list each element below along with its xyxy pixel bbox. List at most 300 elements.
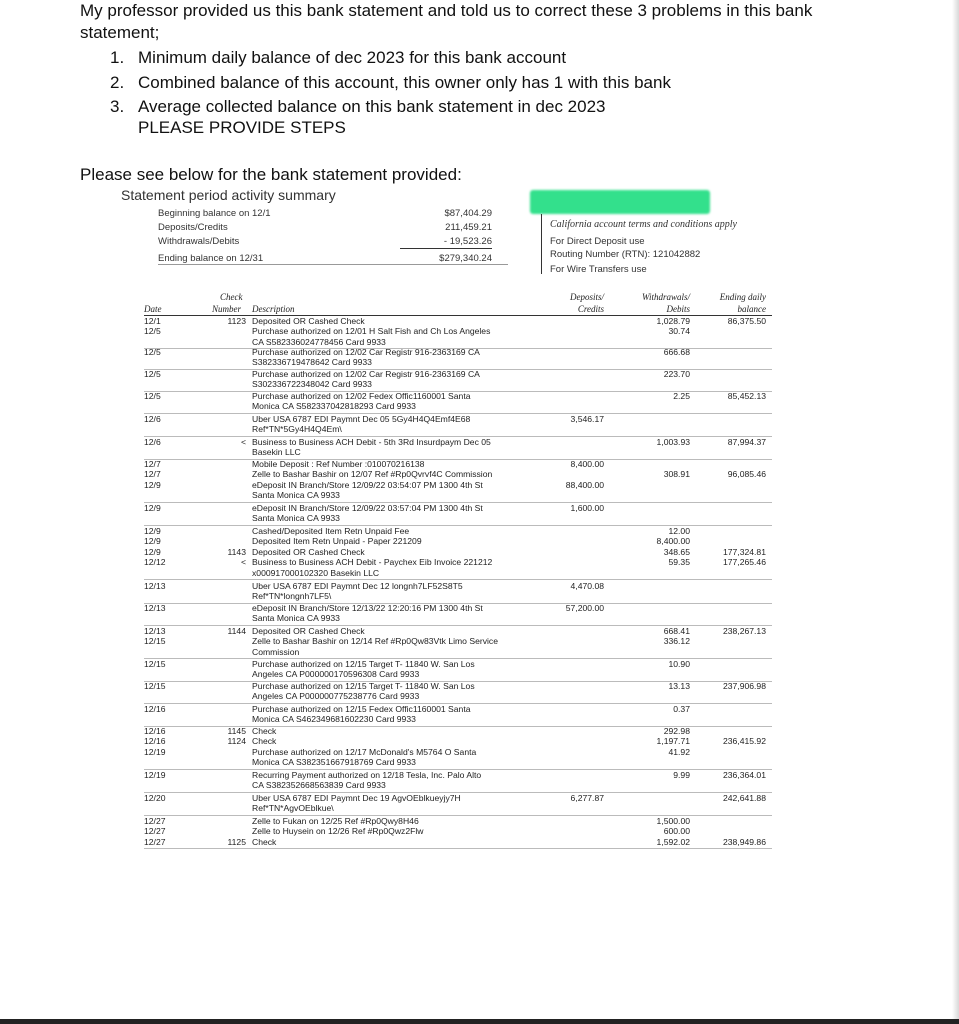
cell-desc	[252, 603, 552, 624]
cell-line	[700, 526, 766, 536]
summary-label: Deposits/Credits	[158, 222, 228, 233]
cell-line	[700, 369, 766, 379]
cell-line	[530, 437, 604, 447]
cell-desc	[252, 526, 552, 578]
cell-line: Purchase authorized on 12/15 Target T- 11840 W. San Los	[252, 659, 475, 669]
cell-line: CA S382352668563839 Card 9933	[252, 780, 386, 791]
cell-line	[700, 414, 766, 424]
cell-line: 12/5	[144, 391, 161, 401]
cell-line: 3,546.17	[570, 414, 604, 424]
cell-line	[700, 726, 766, 736]
cell-dep	[530, 437, 604, 447]
cell-line	[530, 736, 604, 746]
cell-check	[208, 704, 246, 714]
cell-line: 12/20	[144, 793, 166, 803]
cell-line: 12/15	[144, 636, 166, 647]
cell-line	[620, 459, 690, 469]
cell-check	[208, 726, 246, 757]
cell-line: Purchase authorized on 12/15 Target T- 11840 W. San Los	[252, 681, 475, 691]
cell-desc	[252, 626, 552, 657]
cell-bal	[700, 816, 766, 847]
cell-date	[144, 603, 166, 613]
cell-line: 1145	[227, 726, 246, 736]
cell-check	[208, 681, 246, 691]
cell-line: Monica CA S462349681602230 Card 9933	[252, 714, 416, 725]
cell-line	[700, 459, 766, 469]
cell-line	[700, 747, 766, 757]
cell-check	[208, 581, 246, 591]
cell-line	[530, 770, 604, 780]
cell-line: Uber USA 6787 EDI Paymnt Dec 12 longnh7LF52S8T5	[252, 581, 463, 591]
cell-bal	[700, 369, 766, 379]
cell-check	[208, 603, 246, 613]
cell-line: Ref*TN*5Gy4H4Q4Em\	[252, 424, 342, 435]
cell-line: x000917000102320 Basekin LLC	[252, 567, 380, 578]
cell-line: Check	[252, 726, 277, 736]
cell-bal	[700, 770, 766, 780]
cell-line: Ref*TN*longnh7LF5\	[252, 591, 332, 602]
cell-line	[700, 326, 766, 336]
cell-dep	[530, 459, 604, 490]
cell-line: 12/6	[144, 414, 161, 424]
cell-date	[144, 726, 166, 757]
cell-line	[530, 837, 604, 847]
cell-line: 600.00	[663, 826, 690, 837]
page-edge-shadow	[952, 0, 959, 1024]
cell-date	[144, 581, 166, 591]
cell-wd	[620, 391, 690, 401]
terms-text: California account terms and conditions apply	[550, 219, 737, 230]
cell-line: S302336722348042 Card 9933	[252, 379, 372, 390]
cell-line: 2.25	[673, 391, 690, 401]
summary-value: $87,404.29	[444, 208, 492, 219]
cell-date	[144, 414, 161, 424]
cell-wd	[620, 659, 690, 669]
cell-line: 12/7	[144, 459, 161, 469]
cell-bal	[700, 347, 766, 357]
cell-line: CA S582336024778456 Card 9933	[252, 336, 386, 347]
cell-line	[620, 793, 690, 803]
cell-line	[700, 636, 766, 646]
header-balance-2: balance	[737, 304, 766, 314]
cell-check	[208, 503, 246, 513]
cell-line: Zelle to Bashar Bashir on 12/07 Ref #Rp0Qvrvf4C Commission	[252, 469, 493, 480]
cell-dep	[530, 526, 604, 568]
cell-line	[530, 526, 604, 536]
cell-date	[144, 369, 161, 379]
cell-line: Angeles CA P000000775238776 Card 9933	[252, 691, 420, 702]
cell-line: 1144	[227, 626, 246, 636]
cell-date	[144, 391, 161, 401]
cell-line: 223.70	[663, 369, 690, 379]
cell-line: Zelle to Fukan on 12/25 Ref #Rp0Qwy8H46	[252, 816, 419, 826]
cell-line: 9.99	[673, 770, 690, 780]
question-item: 1. Minimum daily balance of dec 2023 for this bank account	[110, 48, 567, 67]
cell-line: 30.74	[668, 326, 690, 337]
cell-line	[208, 536, 246, 546]
cell-line: 88,400.00	[565, 479, 604, 490]
cell-line: 666.68	[663, 347, 690, 357]
cell-desc	[252, 770, 552, 791]
cell-line: 6,277.87	[570, 793, 604, 803]
cell-desc	[252, 704, 552, 725]
cell-line: 237,906.98	[722, 681, 766, 691]
cell-line: Monica CA S382351667918769 Card 9933	[252, 757, 416, 768]
cell-line: 12/5	[144, 369, 161, 379]
cell-line: 12/13	[144, 626, 166, 636]
cell-line	[530, 626, 604, 636]
cell-line	[700, 659, 766, 669]
cell-dep	[530, 626, 604, 647]
cell-line: 86,375.50	[727, 316, 766, 326]
cell-line	[530, 536, 604, 546]
header-date: Date	[144, 304, 162, 314]
summary-bottom-rule	[158, 264, 508, 265]
redaction-highlight	[530, 190, 710, 214]
cell-line: Purchase authorized on 12/01 H Salt Fish and Ch Los Angeles	[252, 326, 491, 337]
cell-line: 238,949.86	[722, 836, 766, 847]
cell-line	[530, 557, 604, 567]
cell-wd	[620, 459, 690, 490]
cell-line	[700, 347, 766, 357]
cell-bal	[700, 459, 766, 490]
cell-line	[530, 816, 604, 826]
cell-line: eDeposit IN Branch/Store 12/09/22 03:57:04 PM 1300 4th St	[252, 503, 483, 513]
question-list	[110, 46, 671, 120]
cell-line: 12/9	[144, 536, 161, 547]
cell-desc	[252, 347, 552, 368]
cell-bal	[700, 793, 766, 803]
cell-line: 12/13	[144, 603, 166, 613]
cell-line	[208, 469, 246, 479]
cell-line: 85,452.13	[727, 391, 766, 401]
cell-bal	[700, 526, 766, 568]
cell-date	[144, 659, 166, 669]
cell-bal	[700, 316, 766, 337]
cell-line: Deposited OR Cashed Check	[252, 546, 365, 557]
cell-line	[208, 603, 246, 613]
cell-line: 4,470.08	[570, 581, 604, 591]
cell-check	[208, 659, 246, 669]
cell-check	[208, 391, 246, 401]
cell-line: Ref*TN*AgvOEblkue\	[252, 803, 334, 814]
cell-bal	[700, 391, 766, 401]
cell-bal	[700, 659, 766, 669]
cell-check	[208, 414, 246, 424]
summary-label: Ending balance on 12/31	[158, 253, 264, 264]
cell-line: 1125	[227, 836, 246, 847]
cell-line	[530, 726, 604, 736]
cell-line	[530, 704, 604, 714]
question-intro: My professor provided us this bank statement and told us to correct these 3 problems in this bank statement;	[80, 1, 813, 42]
cell-line: Deposited OR Cashed Check	[252, 626, 365, 636]
cell-line	[208, 369, 246, 379]
cell-line: 238,267.13	[722, 626, 766, 636]
cell-dep	[530, 816, 604, 847]
question-item: 2. Combined balance of this account, this owner only has 1 with this bank	[110, 72, 671, 92]
cell-line: Zelle to Bashar Bashir on 12/14 Ref #Rp0Qw83Vtk Limo Service	[252, 636, 499, 647]
cell-line	[530, 369, 604, 379]
cell-line: <	[240, 437, 246, 447]
cell-wd	[620, 526, 690, 568]
cell-wd	[620, 626, 690, 647]
cell-date	[144, 459, 161, 490]
cell-line: 12/9	[144, 479, 161, 490]
cell-line	[208, 681, 246, 691]
question-item: 3. Average collected balance on this bank statement in dec 2023	[110, 97, 606, 116]
please-provide-steps: PLEASE PROVIDE STEPS	[138, 118, 346, 137]
cell-check	[208, 316, 246, 337]
cell-desc	[252, 369, 552, 390]
cell-desc	[252, 659, 552, 680]
cell-dep	[530, 369, 604, 379]
cell-line: 8,400.00	[656, 536, 690, 547]
cell-line	[208, 414, 246, 424]
cell-desc	[252, 816, 552, 847]
cell-bal	[700, 414, 766, 424]
cell-line: Santa Monica CA 9933	[252, 613, 340, 624]
wire-transfers-text: For Wire Transfers use	[550, 264, 647, 274]
cell-date	[144, 704, 166, 714]
cell-line: S382336719478642 Card 9933	[252, 357, 372, 368]
cell-dep	[530, 503, 604, 513]
cell-date	[144, 347, 161, 357]
cell-line: 12/19	[144, 746, 166, 757]
header-check-2: Number	[212, 304, 241, 314]
cell-line: 12/27	[144, 836, 166, 847]
cell-check	[208, 437, 246, 447]
cell-line: 668.41	[663, 626, 690, 636]
cell-wd	[620, 369, 690, 379]
cell-line	[530, 469, 604, 479]
cell-line	[700, 503, 766, 513]
summary-value: 211,459.21	[445, 222, 492, 233]
cell-line: Purchase authorized on 12/02 Fedex Offic1160001 Santa	[252, 391, 471, 401]
cell-check	[208, 369, 246, 379]
cell-line	[530, 681, 604, 691]
cell-line	[620, 414, 690, 424]
cell-line	[208, 391, 246, 401]
cell-line: Purchase authorized on 12/02 Car Registr 916-2363169 CA	[252, 347, 480, 357]
cell-bal	[700, 726, 766, 757]
cell-desc	[252, 726, 552, 768]
cell-line: 1,028.79	[656, 316, 690, 326]
cell-desc	[252, 459, 552, 501]
cell-desc	[252, 581, 552, 602]
header-withdrawals-2: Debits	[666, 304, 690, 314]
cell-line: 12.00	[668, 526, 690, 536]
cell-line	[700, 536, 766, 546]
cell-line: 292.98	[663, 726, 690, 736]
cell-desc	[252, 503, 552, 524]
cell-line	[700, 704, 766, 714]
cell-line: 177,265.46	[722, 557, 766, 568]
cell-line	[700, 581, 766, 591]
cell-line: 12/16	[144, 736, 166, 747]
cell-line: Mobile Deposit : Ref Number :010070216138	[252, 459, 425, 469]
cell-bal	[700, 437, 766, 447]
cell-dep	[530, 726, 604, 757]
cell-line	[208, 793, 246, 803]
cell-bal	[700, 626, 766, 647]
cell-dep	[530, 603, 604, 613]
cell-line: Angeles CA P000000170596308 Card 9933	[252, 669, 420, 680]
cell-wd	[620, 503, 690, 513]
cell-check	[208, 347, 246, 357]
cell-line: Zelle to Huysein on 12/26 Ref #Rp0Qwz2Flw	[252, 826, 424, 837]
cell-line: eDeposit IN Branch/Store 12/13/22 12:20:16 PM 1300 4th St	[252, 603, 483, 613]
cell-line: 12/9	[144, 546, 161, 557]
cell-line	[530, 316, 604, 326]
cell-line: 12/5	[144, 347, 161, 357]
header-withdrawals-1: Withdrawals/	[641, 292, 690, 302]
cell-line	[530, 347, 604, 357]
cell-bal	[700, 503, 766, 513]
cell-line	[700, 816, 766, 826]
cell-line: 12/9	[144, 526, 161, 536]
cell-line	[208, 526, 246, 536]
routing-number-text: Routing Number (RTN): 121042882	[550, 249, 701, 260]
summary-label: Beginning balance on 12/1	[158, 208, 271, 219]
cell-line	[208, 503, 246, 513]
cell-wd	[620, 726, 690, 757]
cell-date	[144, 681, 166, 691]
cell-line	[530, 391, 604, 401]
cell-line: 10.90	[668, 659, 690, 669]
cell-line: 41.92	[668, 746, 690, 757]
header-deposits-1: Deposits/	[569, 292, 604, 302]
cell-desc	[252, 681, 552, 702]
cell-line	[620, 603, 690, 613]
cell-line: 12/13	[144, 581, 166, 591]
cell-line: 336.12	[663, 636, 690, 647]
cell-desc	[252, 391, 552, 412]
cell-line	[620, 503, 690, 513]
cell-line	[530, 659, 604, 669]
cell-line: 12/15	[144, 681, 166, 691]
cell-check	[208, 793, 246, 803]
cell-line	[530, 547, 604, 557]
summary-divider	[400, 248, 492, 249]
cell-line: 87,994.37	[727, 437, 766, 447]
cell-line	[530, 826, 604, 836]
cell-line: 59.35	[668, 557, 690, 568]
cell-wd	[620, 347, 690, 357]
header-deposits-2: Credits	[577, 304, 604, 314]
cell-wd	[620, 437, 690, 447]
cell-line: 0.37	[673, 704, 690, 714]
cell-wd	[620, 316, 690, 337]
row-separator	[144, 579, 772, 580]
cell-line: Basekin LLC	[252, 447, 301, 458]
cell-line: 1,500.00	[656, 816, 690, 826]
cell-line: Check	[252, 836, 277, 847]
cell-date	[144, 503, 161, 513]
account-info-box	[541, 214, 782, 274]
cell-line: 13.13	[668, 681, 690, 691]
header-balance-1: Ending daily	[719, 292, 766, 302]
cell-line: 96,085.46	[727, 469, 766, 480]
cell-wd	[620, 770, 690, 780]
cell-line: 1124	[227, 736, 246, 747]
summary-label: Withdrawals/Debits	[158, 236, 240, 247]
cell-line: Recurring Payment authorized on 12/18 Tesla, Inc. Palo Alto	[252, 770, 482, 780]
cell-line	[208, 826, 246, 836]
cell-line: eDeposit IN Branch/Store 12/09/22 03:54:07 PM 1300 4th St	[252, 479, 483, 490]
cell-line: 12/5	[144, 326, 161, 337]
cell-line	[700, 603, 766, 613]
cell-line	[208, 747, 246, 757]
cell-line: 348.65	[663, 546, 690, 557]
cell-dep	[530, 704, 604, 714]
cell-wd	[620, 414, 690, 424]
bottom-bar	[0, 1019, 959, 1024]
cell-dep	[530, 316, 604, 337]
cell-line: Cashed/Deposited Item Retn Unpaid Fee	[252, 526, 410, 536]
cell-line	[700, 826, 766, 836]
header-check-1: Check	[220, 292, 243, 302]
cell-wd	[620, 816, 690, 847]
cell-dep	[530, 391, 604, 401]
direct-deposit-text: For Direct Deposit use	[550, 236, 645, 247]
cell-line	[208, 659, 246, 669]
cell-line: 177,324.81	[722, 546, 766, 557]
cell-line: 1123	[227, 316, 246, 326]
cell-line: Uber USA 6787 EDI Paymnt Dec 05 5Gy4H4Q4Emf4E68	[252, 414, 471, 424]
summary-value: - 19,523.26	[443, 236, 492, 247]
cell-line: Deposited OR Cashed Check	[252, 316, 365, 326]
cell-line: Monica CA S582337042818293 Card 9933	[252, 401, 416, 412]
cell-check	[208, 770, 246, 780]
cell-line: 12/15	[144, 659, 166, 669]
cell-wd	[620, 581, 690, 591]
cell-line: Santa Monica CA 9933	[252, 513, 340, 524]
cell-line	[530, 636, 604, 646]
cell-date	[144, 816, 166, 847]
cell-line: 236,364.01	[722, 770, 766, 780]
cell-line: 12/19	[144, 770, 166, 780]
cell-bal	[700, 581, 766, 591]
see-below-text: Please see below for the bank statement provided:	[80, 165, 462, 184]
cell-wd	[620, 793, 690, 803]
cell-line	[620, 480, 690, 490]
cell-line: 1,600.00	[570, 503, 604, 513]
cell-desc	[252, 316, 552, 347]
cell-line: Check	[252, 736, 277, 747]
cell-date	[144, 316, 161, 337]
cell-line	[530, 326, 604, 336]
cell-line: 12/12	[144, 557, 166, 568]
cell-line: 12/27	[144, 826, 166, 837]
cell-line	[208, 459, 246, 469]
cell-desc	[252, 414, 552, 435]
cell-line	[208, 581, 246, 591]
cell-date	[144, 437, 161, 447]
cell-dep	[530, 681, 604, 691]
cell-line: 12/9	[144, 503, 161, 513]
cell-date	[144, 526, 166, 568]
cell-line: 12/16	[144, 726, 166, 736]
cell-line: 12/27	[144, 816, 166, 826]
cell-line: 236,415.92	[722, 736, 766, 747]
cell-line: Santa Monica CA 9933	[252, 490, 340, 501]
cell-line: 12/7	[144, 469, 161, 480]
cell-line: 1143	[227, 546, 246, 557]
cell-date	[144, 793, 166, 803]
cell-desc	[252, 793, 552, 814]
cell-line: 1,003.93	[656, 437, 690, 447]
cell-desc	[252, 437, 552, 458]
